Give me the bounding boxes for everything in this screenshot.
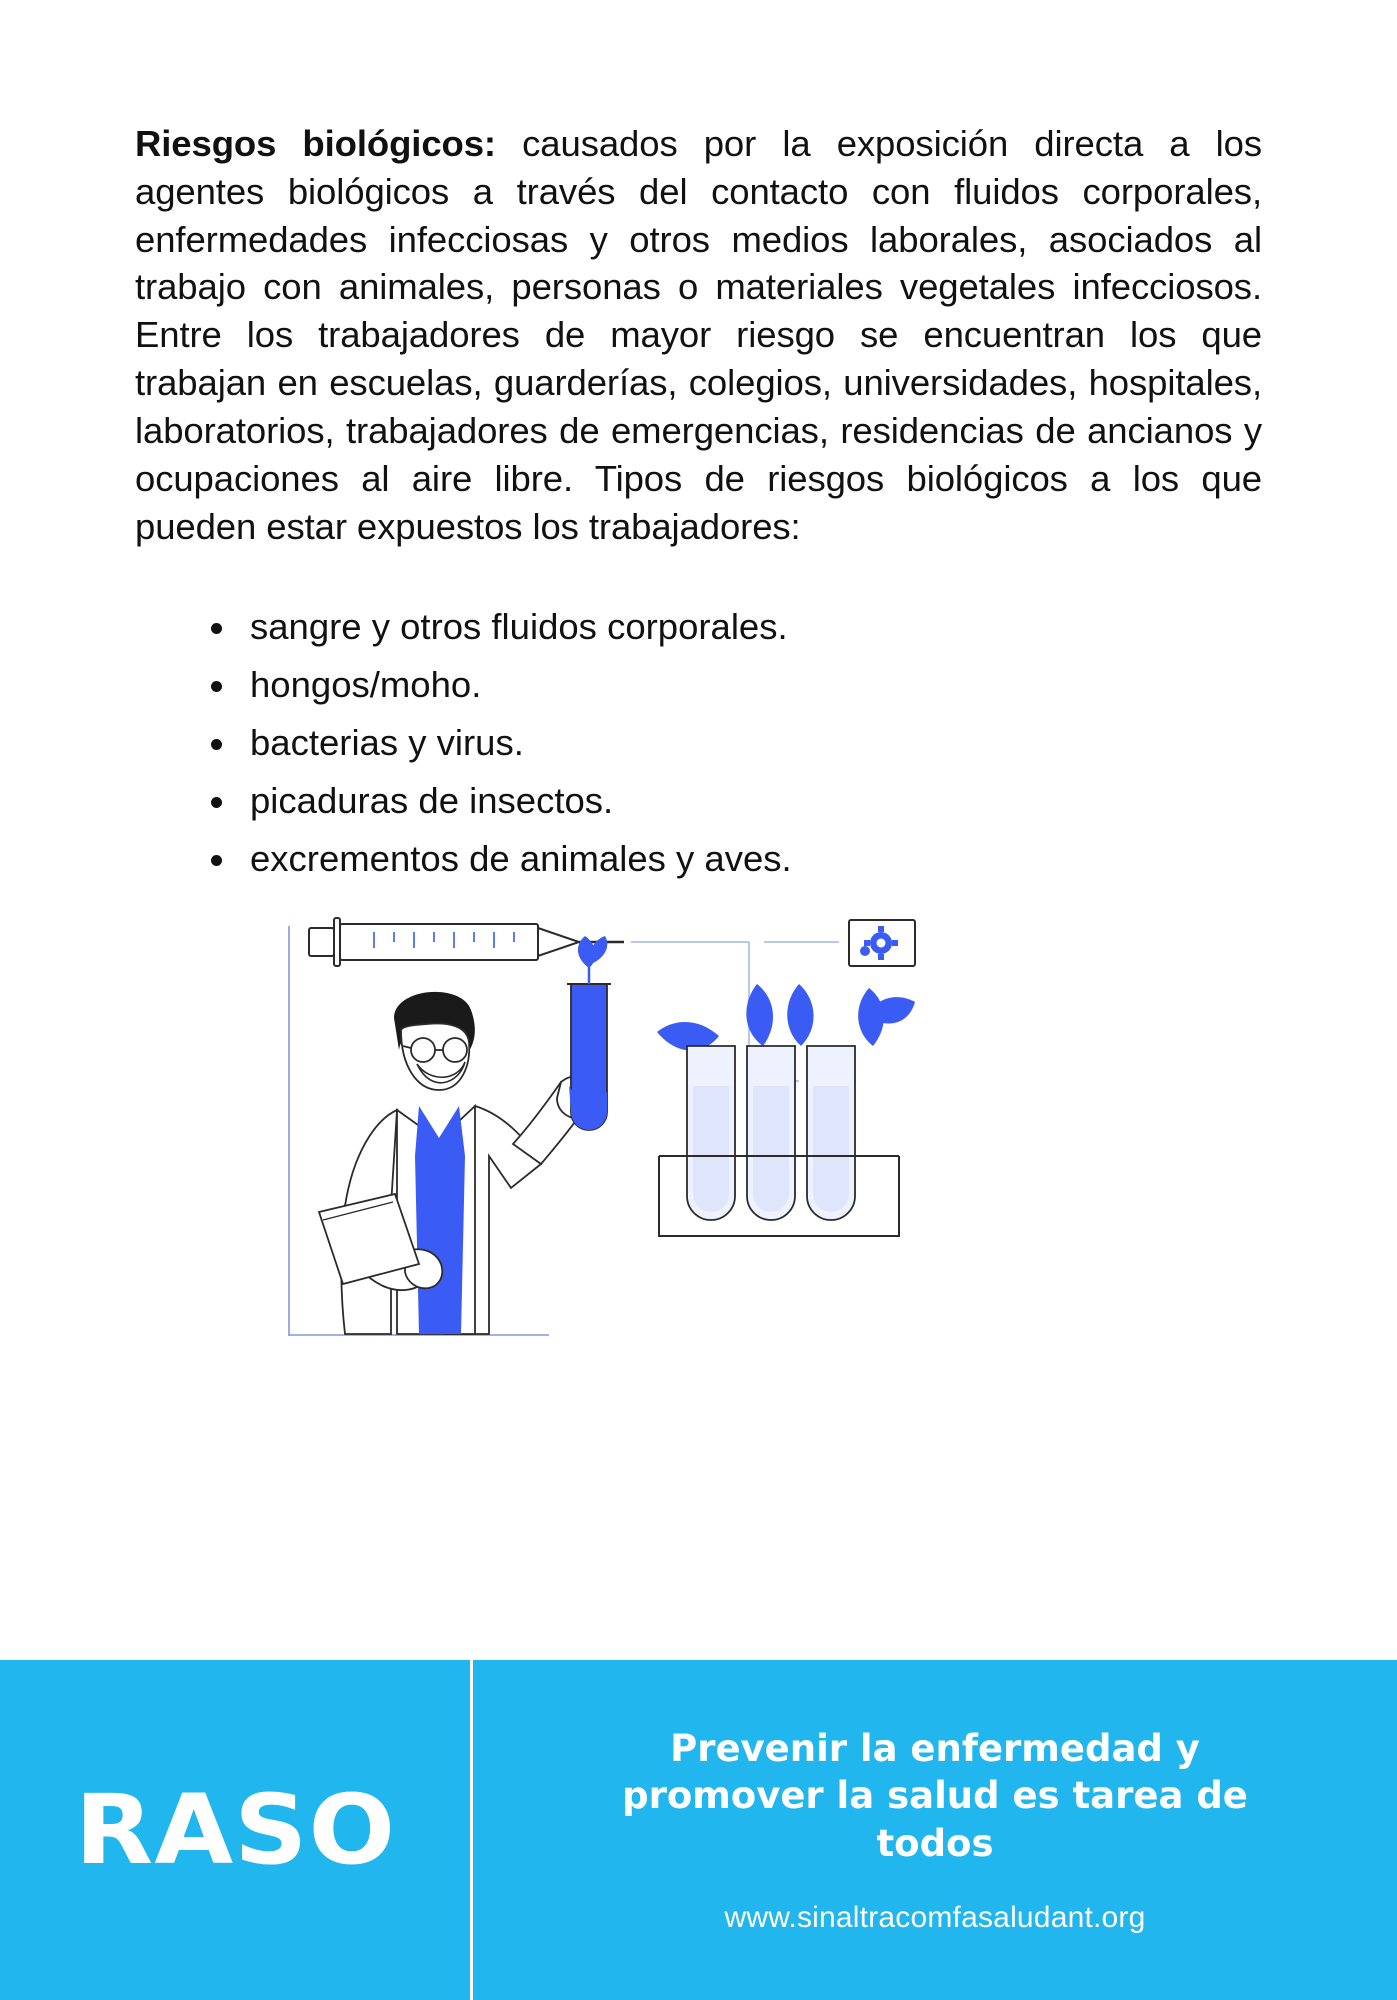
syringe-icon: [309, 918, 624, 966]
footer-bar: [0, 1660, 1397, 2000]
list-item: picaduras de insectos.: [195, 776, 1262, 826]
biological-risks-list: [135, 602, 1262, 884]
shirt: [415, 1106, 465, 1334]
footer-message-area: [473, 1660, 1397, 2000]
list-item: sangre y otros fluidos corporales.: [195, 602, 1262, 652]
gear-icon: [849, 920, 915, 966]
list-item: hongos/moho.: [195, 660, 1262, 710]
laboratory-scientist-illustration: [279, 906, 1119, 1346]
footer-website-url[interactable]: www.sinaltracomfasaludant.org: [724, 1901, 1146, 1935]
paragraph-body-text: causados por la exposición directa a los agentes biológicos a través del contacto con fluidos corporales, enfermedades infecciosas y otros medios laborales, asociados al trabajo con animales, personas o materiales vegetales infecciosos. Entre los trabajadores de mayor riesgo se encuentran los que trabajan en escuelas, guarderías, colegios, universidades, hospitales, laboratorios, trabajadores de emergencias, residencias de ancianos y ocupaciones al aire libre. Tipos de riesgos biológicos a los que pueden estar expuestos los trabajadores:: [135, 123, 1262, 547]
footer-slogan: Prevenir la enfermedad y promover la salud es tarea de todos: [622, 1726, 1248, 1865]
paragraph-lead-label: Riesgos biológicos:: [135, 123, 496, 164]
test-tube-in-hand: [567, 936, 611, 1130]
intro-paragraph: [135, 120, 1262, 550]
brand-logo: RASO: [74, 1774, 396, 1886]
illustration-container: [135, 906, 1262, 1346]
test-tube-rack: [659, 1046, 899, 1236]
list-item: bacterias y virus.: [195, 718, 1262, 768]
scientist-figure: [319, 936, 611, 1334]
list-item: excrementos de animales y aves.: [195, 834, 1262, 884]
footer-brand-area: [0, 1660, 470, 2000]
